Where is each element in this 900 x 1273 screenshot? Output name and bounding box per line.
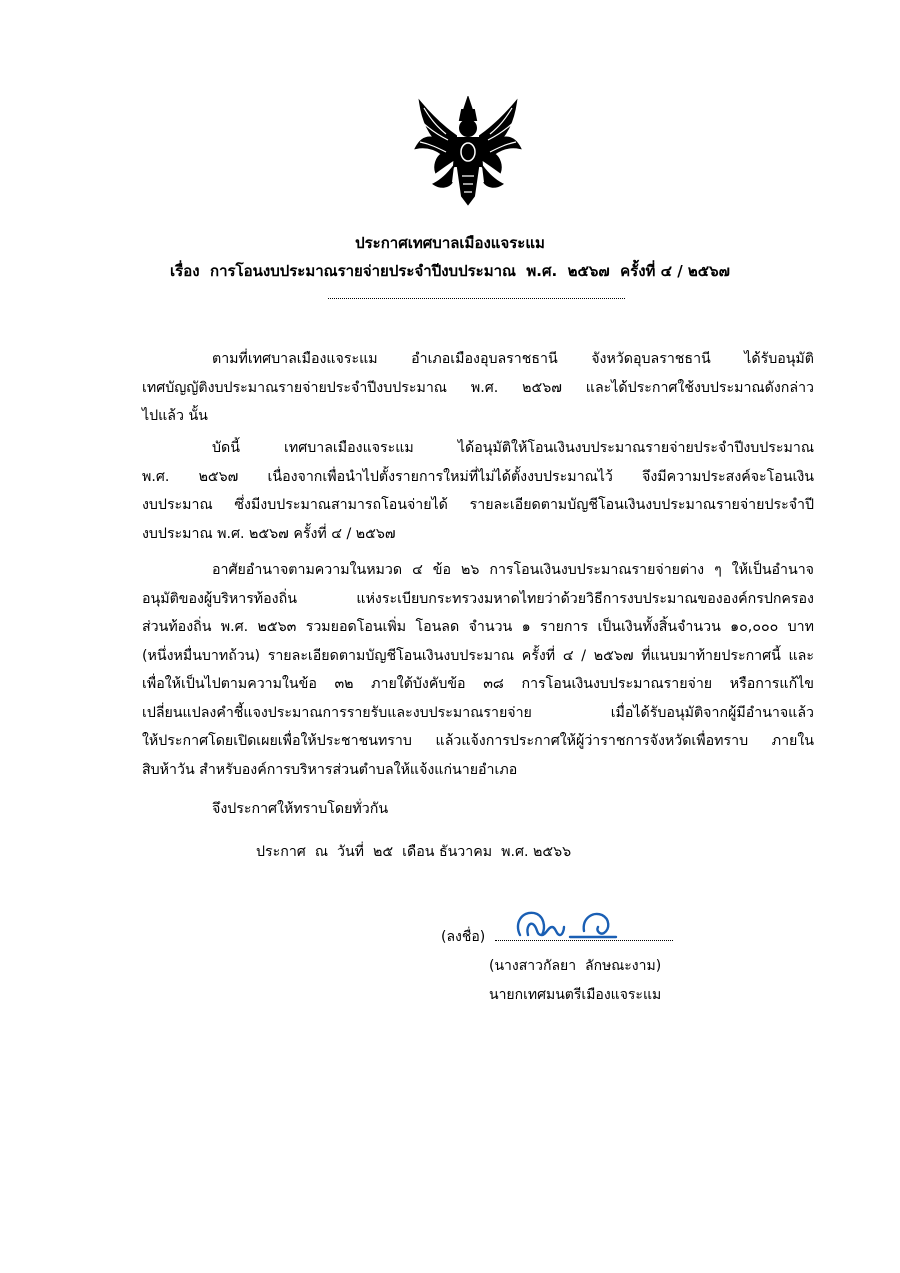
paragraph-line: อนุมัติของผู้บริหารท้องถิ่น แห่งระเบียบกระทรวงมหาดไทยว่าด้วยวิธีการงบประมาณขององค์กรปกครอง — [142, 590, 814, 607]
paragraph-line: งบประมาณ ซึ่งมีงบประมาณสามารถโอนจ่ายได้ รายละเอียดตามบัญชีโอนเงินงบประมาณรายจ่ายประจำปี — [142, 497, 814, 513]
paragraph-3 — [142, 556, 814, 784]
paragraph-line: (หนึ่งหมื่นบาทถ้วน) รายละเอียดตามบัญชีโอนเงินงบประมาณ ครั้งที่ ๔ / ๒๕๖๗ ที่แนบมาท้ายประกาศนี้ และ — [142, 647, 814, 664]
paragraph-line: สิบห้าวัน สำหรับองค์การบริหารส่วนตำบลให้แจ้งแก่นายอำเภอ — [142, 761, 518, 778]
paragraph-line: ให้ประกาศโดยเปิดเผยเพื่อให้ประชาชนทราบ แล้วแจ้งการประกาศให้ผู้ว่าราชการจังหวัดเพื่อทราบ ภายใน — [142, 733, 814, 749]
garuda-emblem-icon — [412, 96, 524, 206]
announcement-title: ประกาศเทศบาลเมืองแจระแม — [355, 234, 545, 252]
announcement-date: ประกาศ ณ วันที่ ๒๕ เดือน ธันวาคม พ.ศ. ๒๕๖๖ — [256, 844, 572, 860]
paragraph-line: เพื่อให้เป็นไปตามความในข้อ ๓๒ ภายใต้บังคับข้อ ๓๘ การโอนเงินงบประมาณรายจ่าย หรือการแก้ไข — [142, 676, 814, 692]
signature-label: (ลงชื่อ) — [441, 929, 486, 945]
paragraph-line: อาศัยอำนาจตามความในหมวด ๔ ข้อ ๒๖ การโอนเงินงบประมาณรายจ่ายต่าง ๆ ให้เป็นอำนาจ — [212, 562, 814, 578]
paragraph-line: บัดนี้ เทศบาลเมืองแจระแม ได้อนุมัติให้โอนเงินงบประมาณรายจ่ายประจำปีงบประมาณ — [212, 440, 814, 456]
closing-statement: จึงประกาศให้ทราบโดยทั่วกัน — [212, 801, 389, 817]
paragraph-line: เปลี่ยนแปลงคำชี้แจงประมาณการรายรับและงบประมาณรายจ่าย เมื่อได้รับอนุมัติจากผู้มีอำนาจแล้ว — [142, 704, 814, 721]
title-divider — [328, 298, 625, 299]
paragraph-line: พ.ศ. ๒๕๖๗ เนื่องจากเพื่อนำไปตั้งรายการใหม่ที่ไม่ได้ตั้งงบประมาณไว้ จึงมีความประสงค์จะโอนเงิน — [142, 468, 814, 485]
signer-name: (นางสาวกัลยา ลักษณะงาม) — [489, 958, 662, 974]
paragraph-line: เทศบัญญัติงบประมาณรายจ่ายประจำปีงบประมาณ พ.ศ. ๒๕๖๗ และได้ประกาศใช้งบประมาณดังกล่าว — [142, 379, 814, 396]
paragraph-line: งบประมาณ พ.ศ. ๒๕๖๗ ครั้งที่ ๔ / ๒๕๖๗ — [142, 525, 396, 542]
paragraph-line: ตามที่เทศบาลเมืองแจระแม อำเภอเมืองอุบลราชธานี จังหวัดอุบลราชธานี ได้รับอนุมัติ — [212, 351, 814, 367]
announcement-subject: เรื่อง การโอนงบประมาณรายจ่ายประจำปีงบประมาณ พ.ศ. ๒๕๖๗ ครั้งที่ ๔ / ๒๕๖๗ — [170, 262, 730, 280]
paragraph-line: ส่วนท้องถิ่น พ.ศ. ๒๕๖๓ รวมยอดโอนเพิ่ม โอนลด จำนวน ๑ รายการ เป็นเงินทั้งสิ้นจำนวน ๑๐,๐๐๐ บาท — [142, 619, 814, 635]
paragraph-2 — [142, 434, 814, 548]
handwritten-signature — [512, 905, 622, 945]
paragraph-1 — [142, 345, 814, 431]
paragraph-line: ไปแล้ว นั้น — [142, 408, 208, 424]
signer-position: นายกเทศมนตรีเมืองแจระแม — [489, 987, 662, 1003]
